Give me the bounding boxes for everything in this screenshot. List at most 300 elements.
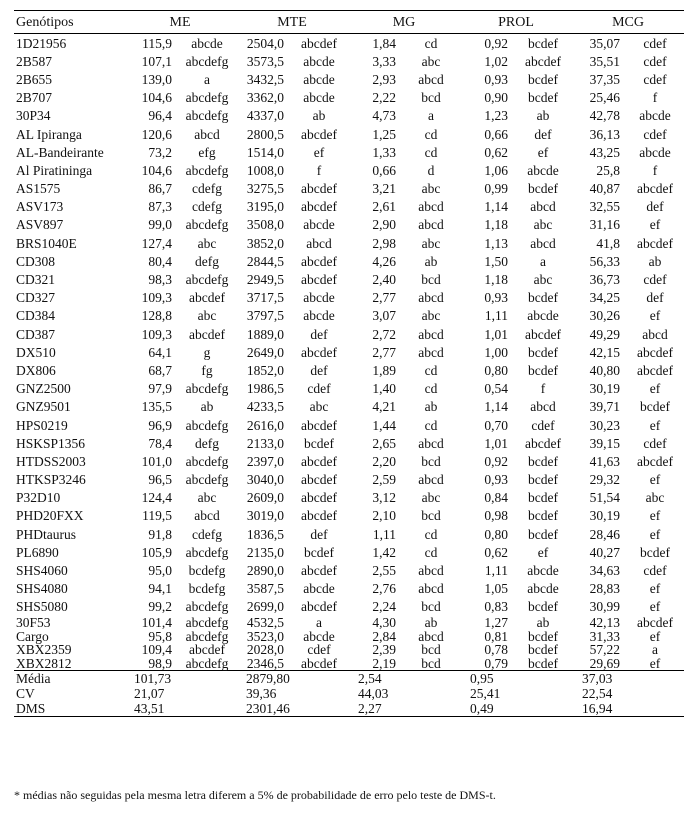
- mean-value: 34,25: [589, 290, 621, 306]
- genotype-name: CD384: [16, 308, 56, 324]
- significance-letters: abcdefg: [185, 162, 229, 178]
- mean-value: 42,78: [589, 108, 621, 124]
- summary-empty-cell: [178, 686, 236, 701]
- summary-empty-cell: [290, 686, 348, 701]
- mean-value: 101,0: [141, 453, 172, 469]
- mean-value: 40,27: [589, 544, 621, 560]
- mean-value: 2028,0: [246, 642, 284, 657]
- table-row: [14, 598, 684, 616]
- summary-value: 39,36: [246, 686, 277, 701]
- significance-letters: abcdef: [301, 472, 337, 488]
- genotype-name: AL-Bandeirante: [16, 144, 104, 160]
- significance-letters: abc: [533, 272, 553, 288]
- mean-value: 0,79: [484, 655, 508, 671]
- mean-value: 1,27: [484, 615, 508, 630]
- summary-empty-cell: [626, 701, 684, 717]
- significance-letters: abc: [533, 217, 553, 233]
- table-row: [14, 416, 684, 434]
- table-row: [14, 471, 684, 489]
- significance-letters: ef: [649, 381, 661, 397]
- significance-letters: abcdefg: [185, 90, 229, 106]
- significance-letters: abcde: [303, 90, 335, 106]
- significance-letters: cd: [424, 417, 438, 433]
- mean-value: 2135,0: [246, 544, 284, 560]
- significance-letters: a: [316, 615, 322, 630]
- mean-value: 2649,0: [246, 344, 284, 360]
- significance-letters: bcdef: [528, 453, 558, 469]
- significance-letters: def: [310, 362, 328, 378]
- significance-letters: abc: [421, 490, 441, 506]
- mean-value: 1889,0: [246, 326, 284, 342]
- genotype-name: ASV897: [16, 217, 64, 233]
- mean-value: 86,7: [148, 181, 172, 197]
- significance-letters: bcdef: [528, 181, 558, 197]
- summary-empty-cell: [402, 671, 460, 687]
- mean-value: 2,39: [372, 642, 396, 657]
- mean-value: 29,32: [589, 472, 621, 488]
- mean-value: 2,22: [372, 90, 396, 106]
- mean-value: 1,18: [484, 217, 508, 233]
- mean-value: 28,46: [589, 526, 621, 542]
- table-row: [14, 89, 684, 107]
- table-row: [14, 616, 684, 630]
- mean-value: 3040,0: [246, 472, 284, 488]
- significance-letters: abcdefg: [185, 453, 229, 469]
- mean-value: 139,0: [141, 71, 172, 87]
- significance-letters: cd: [424, 544, 438, 560]
- significance-letters: abcdefg: [185, 615, 229, 630]
- significance-letters: cd: [424, 35, 438, 51]
- mean-value: 3195,0: [246, 199, 284, 215]
- significance-letters: a: [652, 642, 659, 657]
- significance-letters: abcdefg: [185, 217, 229, 233]
- summary-row: [14, 686, 684, 701]
- mean-value: 29,69: [589, 655, 621, 671]
- mean-value: 2,10: [372, 508, 396, 524]
- genotype-name: GNZ2500: [16, 381, 71, 397]
- genotype-name: HTKSP3246: [16, 472, 86, 488]
- significance-letters: bcdef: [528, 508, 558, 524]
- mean-value: 96,9: [148, 417, 172, 433]
- significance-letters: abcdef: [637, 344, 673, 360]
- significance-letters: bcd: [421, 508, 441, 524]
- significance-letters: abc: [421, 53, 441, 69]
- table-row: [14, 125, 684, 143]
- mean-value: 1,11: [484, 563, 508, 579]
- genotype-name: 30P34: [16, 108, 51, 124]
- mean-value: 1008,0: [246, 162, 284, 178]
- mean-value: 41,63: [589, 453, 621, 469]
- significance-letters: bcdef: [528, 655, 558, 671]
- mean-value: 2133,0: [246, 435, 284, 451]
- mean-value: 68,7: [148, 362, 172, 378]
- significance-letters: g: [203, 344, 211, 360]
- summary-value: 25,41: [470, 686, 501, 701]
- mean-value: 2,55: [372, 563, 396, 579]
- mean-value: 1,11: [484, 308, 508, 324]
- summary-empty-cell: [402, 686, 460, 701]
- mean-value: 78,4: [148, 435, 172, 451]
- mean-value: 1514,0: [246, 144, 284, 160]
- mean-value: 39,71: [589, 399, 621, 415]
- significance-letters: def: [310, 326, 328, 342]
- genotype-name: SHS4060: [16, 563, 68, 579]
- table-row: [14, 52, 684, 70]
- table-row: [14, 380, 684, 398]
- table-row: [14, 325, 684, 343]
- significance-letters: cd: [424, 126, 438, 142]
- mean-value: 28,83: [589, 581, 621, 597]
- table-row: [14, 34, 684, 53]
- significance-letters: f: [652, 162, 658, 178]
- genotype-name: CD387: [16, 326, 56, 342]
- mean-value: 3432,5: [246, 71, 284, 87]
- mean-value: 2949,5: [246, 272, 284, 288]
- significance-letters: cd: [424, 381, 438, 397]
- table-row: [14, 452, 684, 470]
- mean-value: 2,77: [372, 344, 396, 360]
- mean-value: 0,81: [484, 628, 508, 644]
- table-row: [14, 107, 684, 125]
- mean-value: 64,1: [148, 344, 172, 360]
- summary-label: Média: [14, 671, 124, 687]
- significance-letters: abcd: [418, 435, 444, 451]
- mean-value: 0,93: [484, 290, 508, 306]
- significance-letters: cdefg: [192, 199, 222, 215]
- significance-letters: abcdef: [301, 508, 337, 524]
- summary-empty-cell: [514, 671, 572, 687]
- significance-letters: abc: [421, 308, 441, 324]
- mean-value: 2,19: [372, 655, 396, 671]
- summary-value: 0,49: [460, 701, 514, 717]
- genotype-name: DX510: [16, 344, 56, 360]
- significance-letters: abcdefg: [185, 628, 229, 644]
- mean-value: 1836,5: [246, 526, 284, 542]
- mean-value: 3,12: [372, 490, 396, 506]
- genotype-name: Al Piratininga: [16, 162, 93, 178]
- summary-row: [14, 671, 684, 687]
- significance-letters: cd: [424, 362, 438, 378]
- mean-value: 124,4: [141, 490, 172, 506]
- significance-letters: abc: [421, 235, 441, 251]
- genotype-name: 2B587: [16, 53, 53, 69]
- significance-letters: cdefg: [192, 181, 222, 197]
- genotype-name: 2B707: [16, 90, 53, 106]
- mean-value: 2,84: [372, 628, 396, 644]
- mean-value: 39,15: [589, 435, 621, 451]
- summary-row: [14, 701, 684, 717]
- summary-value: 21,07: [134, 686, 165, 701]
- significance-letters: ef: [313, 144, 325, 160]
- mean-value: 3852,0: [246, 235, 284, 251]
- significance-letters: bcdef: [528, 362, 558, 378]
- mean-value: 96,5: [148, 472, 172, 488]
- significance-letters: abcdefg: [185, 599, 229, 615]
- significance-letters: abcde: [527, 581, 559, 597]
- mean-value: 2844,5: [246, 253, 284, 269]
- significance-letters: abcde: [191, 35, 223, 51]
- table-row: [14, 398, 684, 416]
- mean-value: 2346,5: [246, 655, 284, 671]
- significance-letters: cd: [424, 144, 438, 160]
- table-row: [14, 234, 684, 252]
- mean-value: 96,4: [148, 108, 172, 124]
- significance-letters: abcdef: [637, 362, 673, 378]
- mean-value: 30,23: [589, 417, 621, 433]
- significance-letters: bcd: [421, 655, 441, 671]
- significance-letters: abcd: [418, 581, 444, 597]
- table-row: [14, 543, 684, 561]
- mean-value: 1,01: [484, 435, 508, 451]
- significance-letters: cdef: [643, 126, 667, 142]
- mean-value: 105,9: [141, 544, 172, 560]
- significance-letters: abcdef: [301, 181, 337, 197]
- mean-value: 2504,0: [246, 35, 284, 51]
- significance-letters: a: [428, 108, 434, 124]
- significance-letters: ef: [649, 655, 661, 671]
- significance-letters: ef: [649, 308, 661, 324]
- mean-value: 0,92: [484, 453, 508, 469]
- significance-letters: abcdefg: [185, 472, 229, 488]
- mean-value: 0,70: [484, 417, 508, 433]
- mean-value: 30,26: [589, 308, 621, 324]
- significance-letters: abcdef: [637, 181, 673, 197]
- significance-letters: abc: [197, 308, 217, 324]
- significance-letters: bcdef: [528, 472, 558, 488]
- significance-letters: bcdef: [528, 642, 558, 657]
- mean-value: 1,89: [372, 362, 396, 378]
- mean-value: 36,73: [589, 272, 621, 288]
- significance-letters: efg: [198, 144, 216, 160]
- table-row: [14, 434, 684, 452]
- mean-value: 4233,5: [246, 399, 284, 415]
- significance-letters: cdef: [643, 563, 667, 579]
- significance-letters: a: [540, 253, 546, 269]
- significance-letters: abcd: [530, 235, 556, 251]
- mean-value: 2,77: [372, 290, 396, 306]
- mean-value: 0,99: [484, 181, 508, 197]
- mean-value: 1,06: [484, 162, 508, 178]
- mean-value: 35,51: [589, 53, 621, 69]
- mean-value: 56,33: [589, 253, 621, 269]
- table-row: [14, 143, 684, 161]
- mean-value: 1,02: [484, 53, 508, 69]
- significance-letters: abcd: [418, 472, 444, 488]
- mean-value: 95,8: [148, 628, 172, 644]
- mean-value: 0,93: [484, 472, 508, 488]
- mean-value: 0,62: [484, 144, 508, 160]
- significance-letters: abcdef: [301, 126, 337, 142]
- significance-letters: abcdefg: [185, 544, 229, 560]
- mean-value: 1,42: [372, 544, 396, 560]
- mean-value: 2397,0: [246, 453, 284, 469]
- significance-letters: bcd: [421, 642, 441, 657]
- mean-value: 0,66: [484, 126, 508, 142]
- significance-letters: bcd: [421, 90, 441, 106]
- significance-letters: abcdefg: [185, 655, 229, 671]
- significance-letters: bcdef: [304, 435, 334, 451]
- significance-letters: cdef: [307, 381, 331, 397]
- genotype-name: GNZ9501: [16, 399, 71, 415]
- significance-letters: bcdef: [528, 628, 558, 644]
- mean-value: 1,33: [372, 144, 396, 160]
- significance-letters: abcde: [303, 290, 335, 306]
- table-row: [14, 343, 684, 361]
- mean-value: 30,19: [589, 381, 621, 397]
- significance-letters: abcdefg: [185, 417, 229, 433]
- significance-letters: ef: [649, 599, 661, 615]
- mean-value: 3797,5: [246, 308, 284, 324]
- mean-value: 3019,0: [246, 508, 284, 524]
- significance-letters: bcd: [421, 453, 441, 469]
- mean-value: 31,33: [589, 628, 621, 644]
- mean-value: 0,62: [484, 544, 508, 560]
- significance-letters: d: [427, 162, 435, 178]
- genotype-name: PHD20FXX: [16, 508, 84, 524]
- mean-value: 2,90: [372, 217, 396, 233]
- mean-value: 0,54: [484, 381, 508, 397]
- summary-empty-cell: [626, 671, 684, 687]
- mean-value: 1,23: [484, 108, 508, 124]
- mean-value: 1,01: [484, 326, 508, 342]
- significance-letters: ef: [649, 417, 661, 433]
- mean-value: 1,14: [484, 399, 508, 415]
- mean-value: 0,84: [484, 490, 508, 506]
- genotype-name: 2B655: [16, 71, 53, 87]
- significance-letters: ab: [312, 108, 326, 124]
- mean-value: 1986,5: [246, 381, 284, 397]
- summary-empty-cell: [514, 701, 572, 717]
- significance-letters: abcd: [418, 344, 444, 360]
- significance-letters: abcdef: [301, 563, 337, 579]
- summary-value: 101,73: [124, 671, 178, 687]
- significance-letters: abc: [421, 181, 441, 197]
- table-row: [14, 657, 684, 671]
- genotype-name: HPS0219: [16, 417, 68, 433]
- table-row: [14, 252, 684, 270]
- mean-value: 0,90: [484, 90, 508, 106]
- mean-value: 2,76: [372, 581, 396, 597]
- significance-letters: bcdef: [528, 35, 558, 51]
- summary-value: 2,54: [348, 671, 402, 687]
- significance-letters: bcd: [421, 599, 441, 615]
- genotype-name: AL Ipiranga: [16, 126, 82, 142]
- table-row: [14, 289, 684, 307]
- significance-letters: abcd: [194, 508, 220, 524]
- summary-value: 2879,80: [236, 671, 290, 687]
- mean-value: 41,8: [596, 235, 621, 251]
- header-mcg: MCG: [572, 11, 684, 34]
- mean-value: 3573,5: [246, 53, 284, 69]
- mean-value: 57,22: [589, 642, 621, 657]
- genotype-name: XBX2812: [16, 655, 72, 671]
- mean-value: 2,98: [372, 235, 396, 251]
- genotype-name: ASV173: [16, 199, 64, 215]
- summary-empty-cell: [290, 671, 348, 687]
- summary-value: 2,27: [348, 701, 402, 717]
- significance-letters: abcde: [303, 581, 335, 597]
- significance-letters: abcde: [527, 162, 559, 178]
- mean-value: 30,99: [589, 599, 621, 615]
- mean-value: 0,80: [484, 526, 508, 542]
- summary-value: 2301,46: [236, 701, 290, 717]
- summary-empty-cell: [626, 686, 684, 701]
- significance-letters: bcdefg: [188, 581, 226, 597]
- table-row: [14, 216, 684, 234]
- summary-label: DMS: [14, 701, 124, 717]
- summary-empty-cell: [402, 701, 460, 717]
- significance-letters: abcd: [418, 563, 444, 579]
- mean-value: 98,3: [148, 272, 172, 288]
- summary-value: 43,51: [124, 701, 178, 717]
- genotype-means-table: [14, 10, 684, 717]
- significance-letters: abcde: [303, 628, 335, 644]
- significance-letters: abcdefg: [185, 53, 229, 69]
- mean-value: 3508,0: [246, 217, 284, 233]
- significance-letters: abcdef: [301, 599, 337, 615]
- mean-value: 0,66: [372, 162, 396, 178]
- significance-letters: abcd: [418, 199, 444, 215]
- mean-value: 1,44: [372, 417, 396, 433]
- significance-letters: abcdef: [301, 344, 337, 360]
- significance-letters: cdefg: [192, 526, 222, 542]
- genotype-name: DX806: [16, 362, 56, 378]
- significance-letters: abcdef: [525, 435, 561, 451]
- mean-value: 37,35: [589, 71, 621, 87]
- significance-letters: ab: [424, 399, 438, 415]
- significance-letters: cdef: [643, 71, 667, 87]
- table-row: [14, 507, 684, 525]
- mean-value: 3,07: [372, 308, 396, 324]
- mean-value: 2890,0: [246, 563, 284, 579]
- mean-value: 2,72: [372, 326, 396, 342]
- mean-value: 1,50: [484, 253, 508, 269]
- genotype-name: BRS1040E: [16, 235, 77, 251]
- footnote: * médias não seguidas pela mesma letra diferem a 5% de probabilidade de erro pelo teste de DMS-t.: [14, 788, 496, 802]
- significance-letters: abcd: [530, 399, 556, 415]
- table-row: [14, 361, 684, 379]
- mean-value: 2800,5: [246, 126, 284, 142]
- significance-letters: def: [646, 290, 664, 306]
- mean-value: 95,0: [148, 563, 172, 579]
- significance-letters: def: [310, 526, 328, 542]
- significance-letters: ab: [424, 615, 438, 630]
- summary-value: 22,54: [582, 686, 613, 701]
- significance-letters: ab: [536, 615, 550, 630]
- significance-letters: abcde: [303, 71, 335, 87]
- summary-label: CV: [16, 686, 35, 701]
- significance-letters: abcd: [418, 71, 444, 87]
- significance-letters: abcd: [194, 126, 220, 142]
- mean-value: 128,8: [141, 308, 172, 324]
- significance-letters: f: [652, 90, 658, 106]
- mean-value: 99,0: [148, 217, 172, 233]
- mean-value: 1,05: [484, 581, 508, 597]
- significance-letters: cdef: [643, 435, 667, 451]
- significance-letters: bcdef: [528, 290, 558, 306]
- significance-letters: bcdef: [528, 526, 558, 542]
- mean-value: 4337,0: [246, 108, 284, 124]
- mean-value: 1,13: [484, 235, 508, 251]
- mean-value: 99,2: [148, 599, 172, 615]
- significance-letters: f: [316, 162, 322, 178]
- mean-value: 1,00: [484, 344, 508, 360]
- significance-letters: cd: [424, 526, 438, 542]
- significance-letters: ef: [649, 217, 661, 233]
- table-row: [14, 489, 684, 507]
- significance-letters: cdef: [531, 417, 555, 433]
- significance-letters: abcdef: [301, 199, 337, 215]
